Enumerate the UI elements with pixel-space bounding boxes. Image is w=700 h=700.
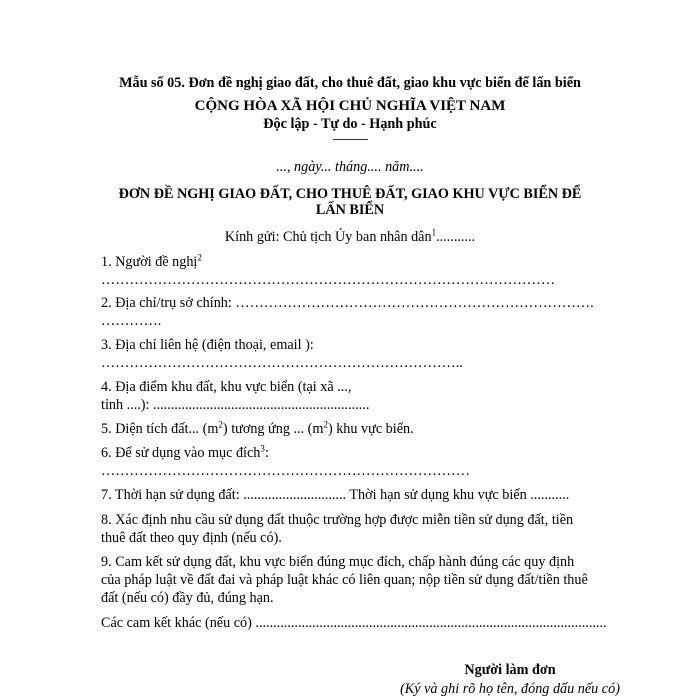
nation-heading: CỘNG HÒA XÃ HỘI CHỦ NGHĨA VIỆT NAM — [194, 98, 506, 114]
item-1-dots: …………………………………………………………………………………… — [101, 272, 555, 288]
item-2-address-line2: …………. — [101, 313, 162, 329]
item-4-location-line2: tỉnh ....): ............................................................. — [101, 397, 370, 413]
superscript: 2 — [218, 419, 223, 430]
item-6-dots: …………………………………………………………………… — [101, 463, 470, 479]
item-1-applicant — [101, 253, 202, 271]
form-code: Mẫu số 05. Đơn đề nghị giao đất, cho thuê đất, giao khu vực biển để lấn biển — [119, 75, 581, 91]
superscript: 2 — [323, 419, 328, 430]
item-6-purpose — [101, 444, 269, 462]
motto-underline: --------------- — [332, 134, 368, 145]
item-5-text-a: 5. Diện tích đất... (m — [101, 421, 219, 437]
item-9-commitment-line3: đất (nếu có) đầy đủ, đúng hạn. — [101, 590, 274, 606]
item-3-contact-line2: ………………………………………………………………….. — [101, 355, 463, 371]
addressee-line — [0, 228, 700, 246]
item-1-label: 1. Người đề nghị — [101, 254, 198, 270]
signature-note: (Ký và ghi rõ họ tên, đóng dấu nếu có) — [400, 681, 620, 697]
item-8-exemption-line1: 8. Xác định nhu cầu sử dụng đất thuộc trường hợp được miễn tiền sử dụng đất, tiền — [101, 512, 574, 528]
document-title-line1: ĐƠN ĐỀ NGHỊ GIAO ĐẤT, CHO THUÊ ĐẤT, GIAO KHU VỰC BIỂN ĐỂ — [118, 186, 582, 202]
item-5-area — [101, 420, 414, 438]
item-4-location-line1: 4. Địa điểm khu đất, khu vực biển (tại xã ..., — [101, 379, 352, 395]
document-title-line2: LẤN BIỂN — [315, 202, 385, 218]
item-5-text-c: ) khu vực biển. — [327, 421, 414, 437]
footnote-marker: 1 — [431, 227, 437, 238]
date-line: ..., ngày... tháng.... năm.... — [276, 159, 424, 175]
item-6-label: 6. Để sử dụng vào mục đích — [101, 445, 261, 461]
item-7-term: 7. Thời hạn sử dụng đất: ............................. Thời hạn sử dụng khu vực biển ........... — [101, 487, 570, 503]
footnote-marker: 2 — [197, 252, 202, 263]
item-9-commitment-line1: 9. Cam kết sử dụng đất, khu vực biển đúng mục đích, chấp hành đúng các quy định — [101, 554, 575, 570]
footnote-marker: 3 — [260, 443, 265, 454]
addressee-dots: ........... — [436, 229, 476, 245]
item-6-colon: : — [264, 445, 269, 461]
signature-title: Người làm đơn — [464, 662, 556, 678]
item-9-commitment-line2: của pháp luật về đất đai và pháp luật khác có liên quan; nộp tiền sử dụng đất/tiền thuê — [101, 572, 588, 588]
item-2-address-line1: 2. Địa chỉ/trụ sở chính: …………………………………………………………………. — [101, 295, 594, 311]
item-8-exemption-line2: thuê đất theo quy định (nếu có). — [101, 530, 282, 546]
item-5-text-b: ) tương ứng ... (m — [222, 421, 324, 437]
motto: Độc lập - Tự do - Hạnh phúc — [263, 116, 437, 132]
addressee-text: Kính gửi: Chủ tịch Ủy ban nhân dân — [224, 229, 432, 245]
other-commitments: Các cam kết khác (nếu có) ................................................................................................... — [101, 615, 607, 631]
item-3-contact-line1: 3. Địa chỉ liên hệ (điện thoại, email ): — [101, 337, 314, 353]
